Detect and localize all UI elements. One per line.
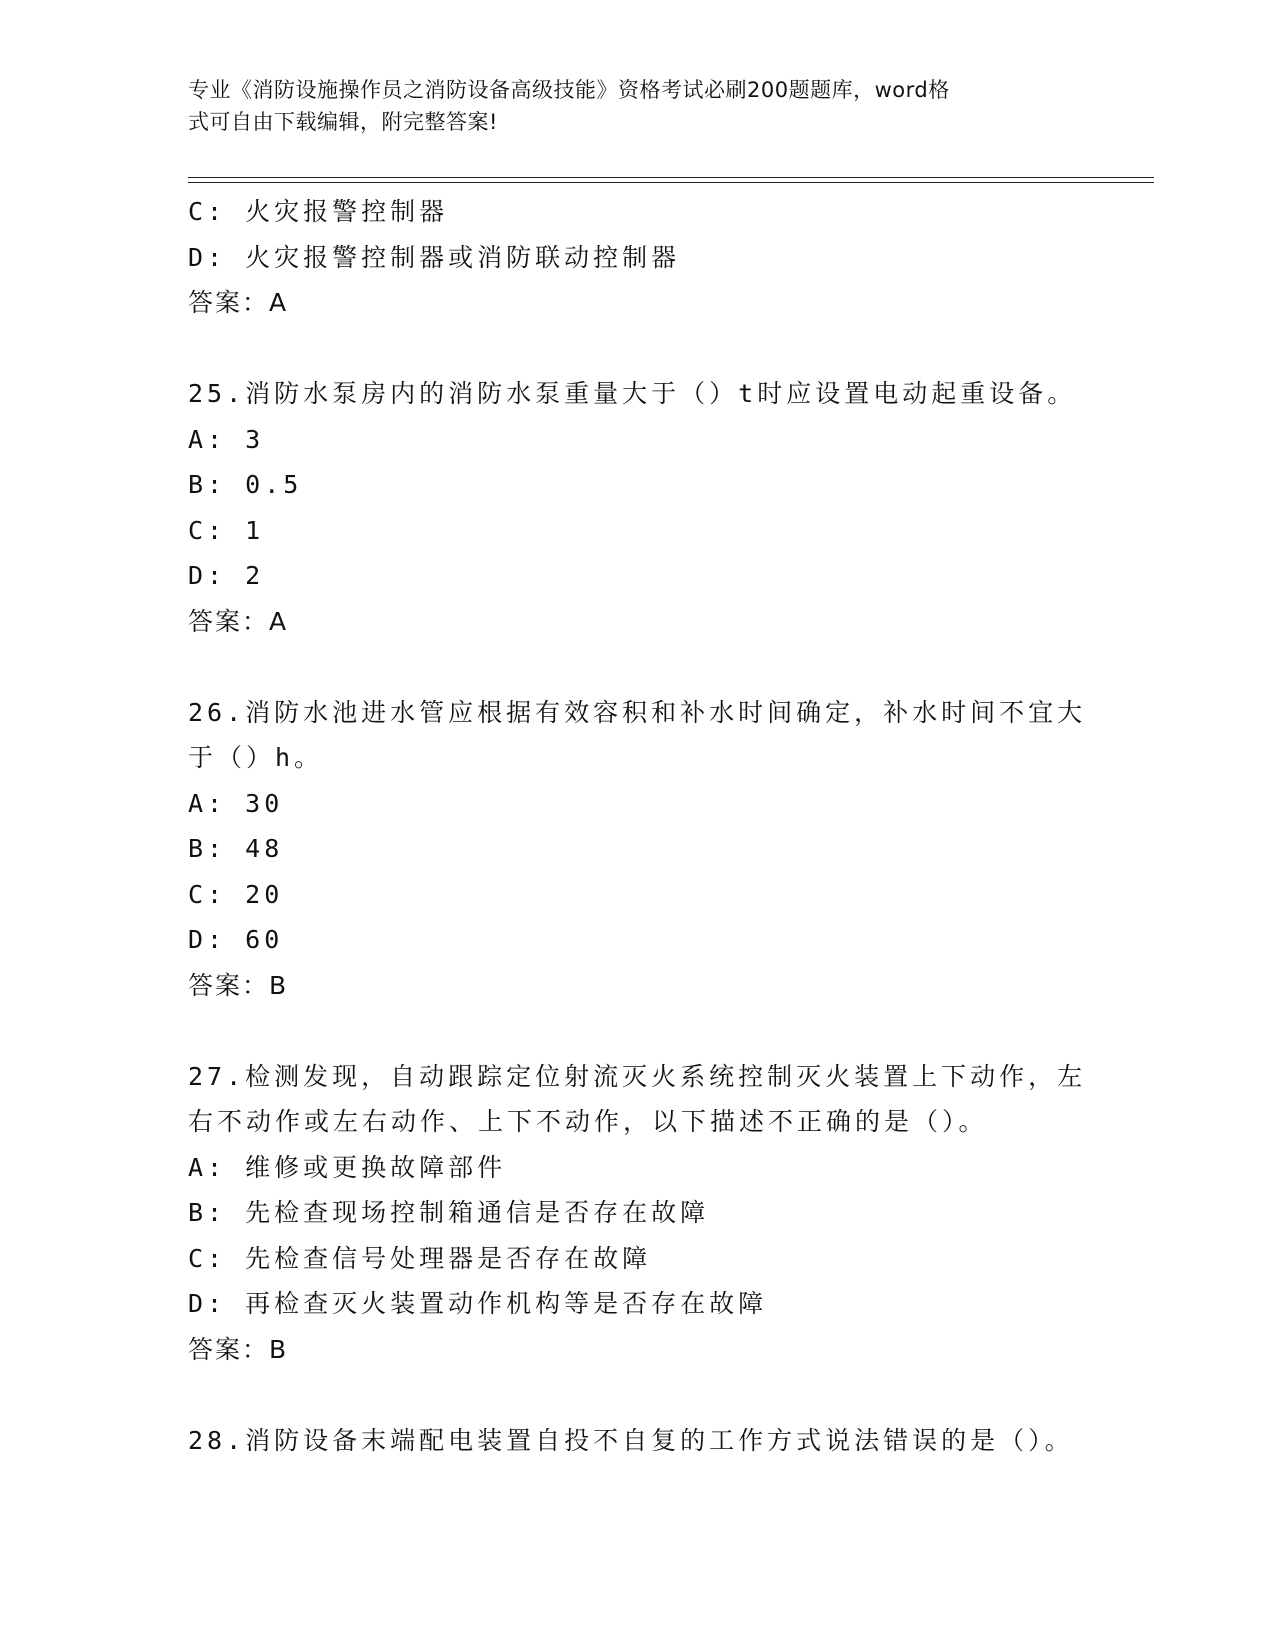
option-a: A: 3 [188, 424, 265, 454]
header-line-2: 式可自由下载编辑，附完整答案! [188, 110, 498, 134]
option-d: D: 2 [188, 561, 265, 590]
option-a: A: 30 [188, 788, 284, 818]
question-25 [188, 371, 1088, 644]
header-line-1: 专业《消防设施操作员之消防设备高级技能》资格考试必刷200题题库，word格 [188, 78, 950, 102]
question-stem: 26.消防水池进水管应根据有效容积和补水时间确定，补水时间不宜大 [188, 697, 1087, 727]
option-b: B: 先检查现场控制箱通信是否存在故障 [188, 1198, 710, 1227]
option-d: D: 60 [188, 925, 284, 954]
answer-line: 答案：B [188, 970, 289, 1000]
spacer [188, 1008, 1088, 1054]
spacer [188, 644, 1088, 690]
answer-line: 答案：A [188, 606, 289, 636]
question-stem: 27.检测发现，自动跟踪定位射流灭火系统控制灭火装置上下动作，左 [188, 1061, 1087, 1091]
option-a: A: 维修或更换故障部件 [188, 1152, 507, 1182]
spacer [188, 326, 1088, 372]
option-b: B: 0.5 [188, 470, 303, 499]
question-28 [188, 1418, 1088, 1464]
answer-line: 答案：A [188, 288, 289, 317]
option-d: D: 火灾报警控制器或消防联动控制器 [188, 242, 681, 272]
question-stem-continued: 右不动作或左右动作、上下不动作，以下描述不正确的是（）。 [188, 1107, 988, 1136]
answer-line: 答案：B [188, 1334, 289, 1364]
option-b: B: 48 [188, 834, 284, 863]
header-divider-bottom [188, 182, 1154, 183]
question-26 [188, 690, 1088, 1009]
option-d: D: 再检查灭火装置动作机构等是否存在故障 [188, 1289, 768, 1318]
option-c: C: 20 [188, 879, 284, 909]
question-stem: 28.消防设备末端配电装置自投不自复的工作方式说法错误的是（）。 [188, 1425, 1074, 1455]
option-c: C: 先检查信号处理器是否存在故障 [188, 1243, 652, 1273]
question-stem: 25.消防水泵房内的消防水泵重量大于（）t时应设置电动起重设备。 [188, 379, 1077, 408]
question-stem-continued: 于（）h。 [188, 743, 324, 772]
document-header [188, 74, 1068, 138]
question-list [188, 189, 1088, 1463]
option-c: C: 火灾报警控制器 [188, 197, 449, 226]
header-divider-top [188, 177, 1154, 178]
option-c: C: 1 [188, 515, 265, 545]
question-24-continuation [188, 189, 1088, 326]
question-27 [188, 1054, 1088, 1373]
spacer [188, 1372, 1088, 1418]
